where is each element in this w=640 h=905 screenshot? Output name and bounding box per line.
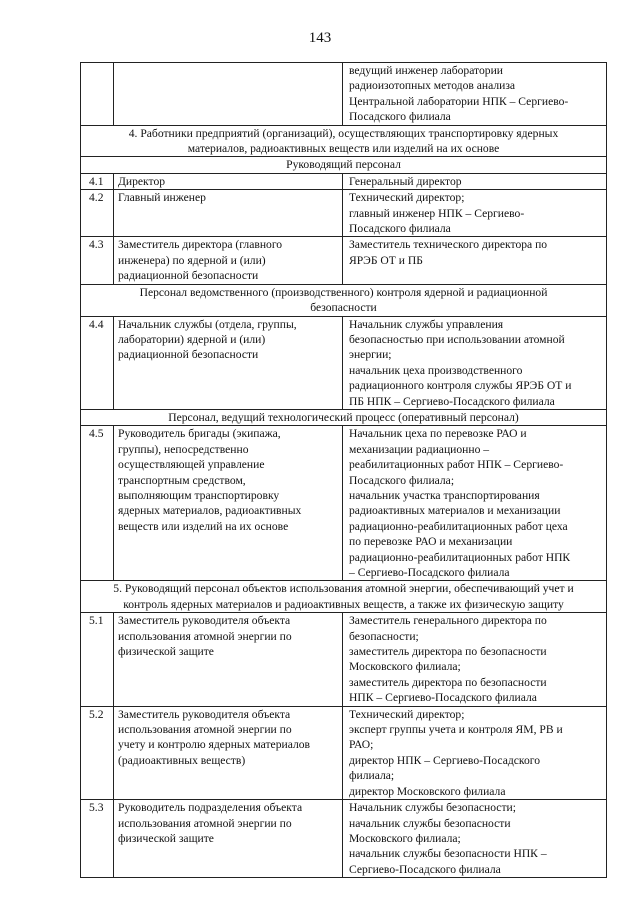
cell-line: Генеральный директор <box>349 174 462 188</box>
section-header-row <box>81 581 607 613</box>
cell-line: ведущий инженер лаборатории <box>349 64 503 77</box>
position-cell <box>114 237 343 284</box>
cell-line: учету и контролю ядерных материалов <box>118 738 311 752</box>
position-cell <box>114 613 343 706</box>
cell-line: транспортным средством, <box>118 473 246 487</box>
cell-line: Начальник службы безопасности; <box>349 801 516 815</box>
cell-line: механизации радиационно – <box>349 442 490 456</box>
cell-line: радиационного контроля службы ЯРЭБ ОТ и <box>349 379 572 393</box>
section-header <box>81 581 607 613</box>
positions-table <box>80 62 607 878</box>
cell-line: начальник службы безопасности <box>349 816 511 830</box>
row-number: 5.3 <box>81 800 114 878</box>
row-number: 4.2 <box>81 190 114 237</box>
table-row <box>81 237 607 284</box>
position-cell <box>114 316 343 409</box>
cell-line: заместитель директора по безопасности <box>349 645 547 659</box>
table-row <box>81 63 607 126</box>
cell-line: Персонал ведомственного (производственного) контроля ядерной и радиационной <box>139 285 548 299</box>
cell-line: Начальник цеха по перевозке РАО и <box>349 427 527 441</box>
cell-line: Посадского филиала; <box>349 473 455 487</box>
cell-line: Заместитель технического директора по <box>349 238 548 252</box>
corresponding-position-cell <box>343 316 607 409</box>
cell-line: радиоактивных материалов и механизации <box>349 504 561 518</box>
section-header-row <box>81 125 607 157</box>
cell-line: по перевозке РАО и механизации <box>349 535 513 549</box>
cell-line: Главный инженер <box>118 191 206 205</box>
cell-line: реабилитационных работ НПК – Сергиево- <box>349 458 564 472</box>
cell-line: радиоизотопных методов анализа <box>349 79 516 93</box>
cell-line: физической защите <box>118 831 214 845</box>
table-row <box>81 613 607 706</box>
cell-line: Заместитель генерального директора по <box>349 614 547 628</box>
cell-line: Заместитель руководителя объекта <box>118 707 291 721</box>
cell-line: энергии; <box>349 348 392 362</box>
corresponding-position-cell <box>343 613 607 706</box>
cell-line: использования атомной энергии по <box>118 723 292 737</box>
cell-line: (радиоактивных веществ) <box>118 753 246 767</box>
cell-line: начальник службы безопасности НПК – <box>349 847 547 861</box>
cell-line: выполняющим транспортировку <box>118 488 280 502</box>
row-number: 4.4 <box>81 316 114 409</box>
cell-line: ядерных материалов, радиоактивных <box>118 504 302 518</box>
page-number: 143 <box>308 30 332 46</box>
cell-line: эксперт группы учета и контроля ЯМ, РВ и <box>349 723 563 737</box>
row-number: 4.1 <box>81 173 114 189</box>
table-row <box>81 173 607 189</box>
section-header <box>81 157 607 173</box>
table-row <box>81 800 607 878</box>
cell-line: Заместитель руководителя объекта <box>118 614 291 628</box>
position-cell <box>114 800 343 878</box>
cell-line: 4. Работники предприятий (организаций), осуществляющих транспортировку ядерных <box>128 126 559 140</box>
cell-line: физической защите <box>118 645 214 659</box>
cell-line: безопасности <box>310 301 377 315</box>
row-number <box>81 63 114 126</box>
corresponding-position-cell <box>343 800 607 878</box>
cell-line: использования атомной энергии по <box>118 629 292 643</box>
cell-line: РАО; <box>349 738 374 752</box>
section-header-row <box>81 157 607 173</box>
cell-line: начальник цеха производственного <box>349 363 523 377</box>
cell-line: Технический директор; <box>349 707 465 721</box>
corresponding-position-cell <box>343 237 607 284</box>
position-cell <box>114 63 343 126</box>
cell-line: Начальник службы (отдела, группы, <box>118 317 297 331</box>
cell-line: главный инженер НПК – Сергиево- <box>349 206 525 220</box>
position-cell <box>114 426 343 581</box>
row-number: 4.3 <box>81 237 114 284</box>
cell-line: контроль ядерных материалов и радиоактивных веществ, а также их физическую защиту <box>123 597 564 611</box>
cell-line: Заместитель директора (главного <box>118 238 283 252</box>
cell-line: инженера) по ядерной и (или) <box>118 253 266 267</box>
table-row <box>81 190 607 237</box>
corresponding-position-cell <box>343 173 607 189</box>
position-cell <box>114 190 343 237</box>
corresponding-position-cell <box>343 190 607 237</box>
cell-line: Посадского филиала <box>349 222 451 236</box>
cell-line: радиационно-реабилитационных работ НПК <box>349 550 571 564</box>
cell-line: Московского филиала; <box>349 660 461 674</box>
cell-line: ПБ НПК – Сергиево-Посадского филиала <box>349 394 555 408</box>
cell-line: филиала; <box>349 769 395 783</box>
corresponding-position-cell <box>343 63 607 126</box>
cell-line: директор Московского филиала <box>349 784 506 798</box>
row-number: 5.2 <box>81 706 114 799</box>
cell-line: Московского филиала; <box>349 831 461 845</box>
cell-line: Посадского филиала <box>349 110 451 124</box>
cell-line: использования атомной энергии по <box>118 816 292 830</box>
section-header-row <box>81 409 607 425</box>
cell-line: осуществляющей управление <box>118 458 265 472</box>
cell-line: Руководящий персонал <box>286 158 401 172</box>
cell-line: радиационно-реабилитационных работ цеха <box>349 519 568 533</box>
cell-line: веществ или изделий на их основе <box>118 519 289 533</box>
cell-line: радиационной безопасности <box>118 348 259 362</box>
corresponding-position-cell <box>343 706 607 799</box>
cell-line: 5. Руководящий персонал объектов использования атомной энергии, обеспечивающий учет и <box>113 582 574 596</box>
cell-line: безопасностью при использовании атомной <box>349 332 565 346</box>
position-cell <box>114 706 343 799</box>
section-header <box>81 284 607 316</box>
section-header <box>81 125 607 157</box>
cell-line: директор НПК – Сергиево-Посадского <box>349 753 541 767</box>
corresponding-position-cell <box>343 426 607 581</box>
row-number: 4.5 <box>81 426 114 581</box>
cell-line: Сергиево-Посадского филиала <box>349 862 501 876</box>
cell-line: радиационной безопасности <box>118 269 259 283</box>
position-cell <box>114 173 343 189</box>
cell-line: Руководитель бригады (экипажа, <box>118 427 281 441</box>
table-row <box>81 426 607 581</box>
cell-line: Директор <box>118 174 166 188</box>
cell-line: – Сергиево-Посадского филиала <box>349 566 510 579</box>
cell-line: группы), непосредственно <box>118 442 249 456</box>
cell-line: безопасности; <box>349 629 419 643</box>
section-header <box>81 409 607 425</box>
cell-line: Центральной лаборатории НПК – Сергиево- <box>349 94 569 108</box>
cell-line: лаборатории) ядерной и (или) <box>118 332 266 346</box>
cell-line: Технический директор; <box>349 191 465 205</box>
cell-line: ЯРЭБ ОТ и ПБ <box>349 253 423 267</box>
table-row <box>81 706 607 799</box>
cell-line: Руководитель подразделения объекта <box>118 801 303 815</box>
section-header-row <box>81 284 607 316</box>
cell-line: материалов, радиоактивных веществ или изделий на их основе <box>187 142 500 156</box>
cell-line: НПК – Сергиево-Посадского филиала <box>349 691 537 705</box>
cell-line: заместитель директора по безопасности <box>349 675 547 689</box>
cell-line: начальник участка транспортирования <box>349 488 540 502</box>
row-number: 5.1 <box>81 613 114 706</box>
cell-line: Персонал, ведущий технологический процесс (оперативный персонал) <box>168 410 519 424</box>
cell-line: Начальник службы управления <box>349 317 504 331</box>
table-row <box>81 316 607 409</box>
